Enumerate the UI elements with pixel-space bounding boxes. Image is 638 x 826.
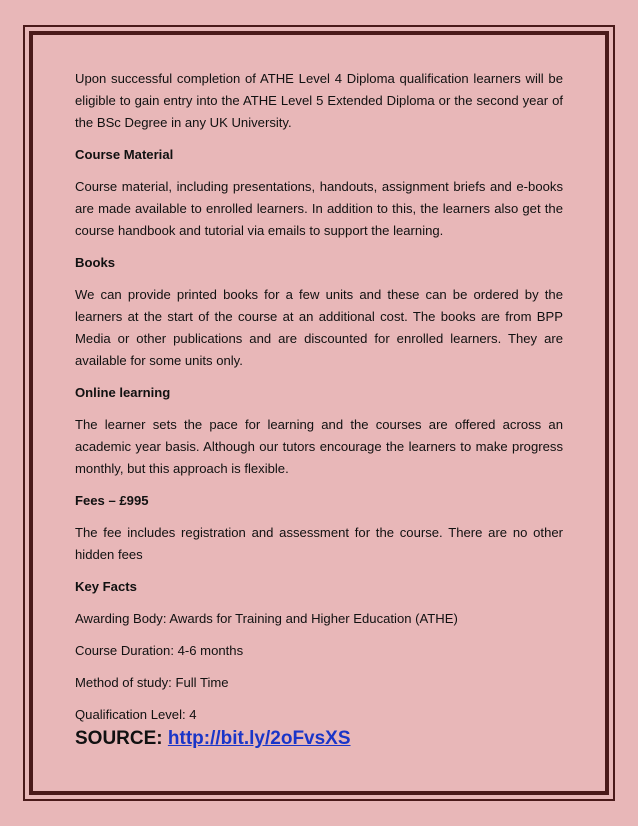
source-label: SOURCE: xyxy=(75,728,163,749)
intro-paragraph: Upon successful completion of ATHE Level 4 Diploma qualification learners will be eligible to gain entry into the ATHE Level 5 Extended Diploma or the second year of the BSc Degree in any UK University. xyxy=(75,71,563,130)
section-body-online-learning: The learner sets the pace for learning and the courses are offered across an academic year basis. Although our tutors encourage the learners to make progress monthly, but this approach is flexible. xyxy=(75,417,563,476)
key-fact-awarding-body: Awarding Body: Awards for Training and Higher Education (ATHE) xyxy=(75,611,458,626)
source-line xyxy=(75,726,563,752)
section-heading-books: Books xyxy=(75,255,116,270)
section-body-course-material: Course material, including presentations, handouts, assignment briefs and e-books are made available to enrolled learners. In addition to this, the learners also get the course handbook and tutorial via emails to support the learning. xyxy=(75,179,563,238)
section-body-books: We can provide printed books for a few units and these can be ordered by the learners at the start of the course at an additional cost. The books are from BPP Media or other publications and are discounted for enrolled learners. They are available for some units only. xyxy=(75,287,563,368)
key-fact-course-duration: Course Duration: 4-6 months xyxy=(75,643,244,658)
section-heading-online-learning: Online learning xyxy=(75,385,171,400)
key-facts-heading: Key Facts xyxy=(75,579,137,594)
source-link[interactable]: http://bit.ly/2oFvsXS xyxy=(167,728,351,749)
key-fact-qualification-level: Qualification Level: 4 xyxy=(75,707,197,722)
key-fact-method-of-study: Method of study: Full Time xyxy=(75,675,229,690)
document-body xyxy=(75,68,563,752)
section-body-fees: The fee includes registration and assessment for the course. There are no other hidden fees xyxy=(75,525,563,562)
section-heading-course-material: Course Material xyxy=(75,147,174,162)
section-heading-fees: Fees – £995 xyxy=(75,493,149,508)
